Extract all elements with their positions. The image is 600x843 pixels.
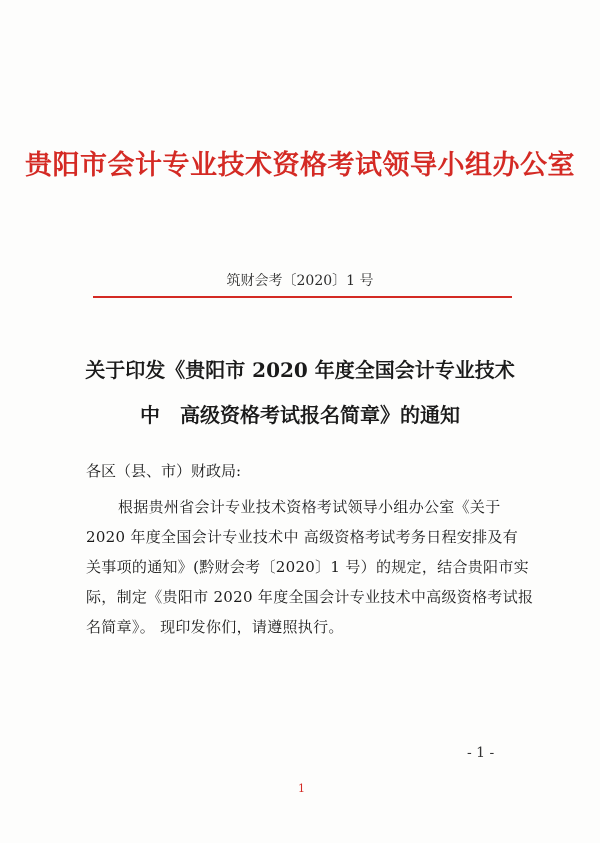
body-paragraph-line: 际，制定《贵阳市 2020 年度全国会计专业技术中高级资格考试报 bbox=[86, 588, 534, 606]
body-paragraph-line: 2020 年度全国会计专业技术中 高级资格考试考务日程安排及有 bbox=[86, 528, 519, 546]
footer-red-mark: 1 bbox=[298, 782, 305, 795]
salutation: 各区（县、市）财政局: bbox=[86, 462, 242, 480]
body-paragraph-line: 关事项的通知》(黔财会考〔2020〕1 号）的规定，结合贵阳市实 bbox=[86, 558, 529, 576]
page-number: - 1 - bbox=[467, 745, 495, 761]
body-paragraph-line: 根据贵州省会计专业技术资格考试领导小组办公室《关于 bbox=[118, 498, 501, 516]
notice-title-line-1: 关于印发《贵阳市 2020 年度全国会计专业技术 bbox=[85, 358, 515, 382]
document-number: 筑财会考〔2020〕1 号 bbox=[226, 273, 374, 289]
letterhead-title: 贵阳市会计专业技术资格考试领导小组办公室 bbox=[25, 150, 575, 181]
letterhead-red-rule bbox=[93, 296, 512, 298]
notice-title-line-2: 中 高级资格考试报名简章》的通知 bbox=[140, 403, 460, 427]
body-paragraph-line: 名简章》。 现印发你们，请遵照执行。 bbox=[86, 618, 344, 636]
